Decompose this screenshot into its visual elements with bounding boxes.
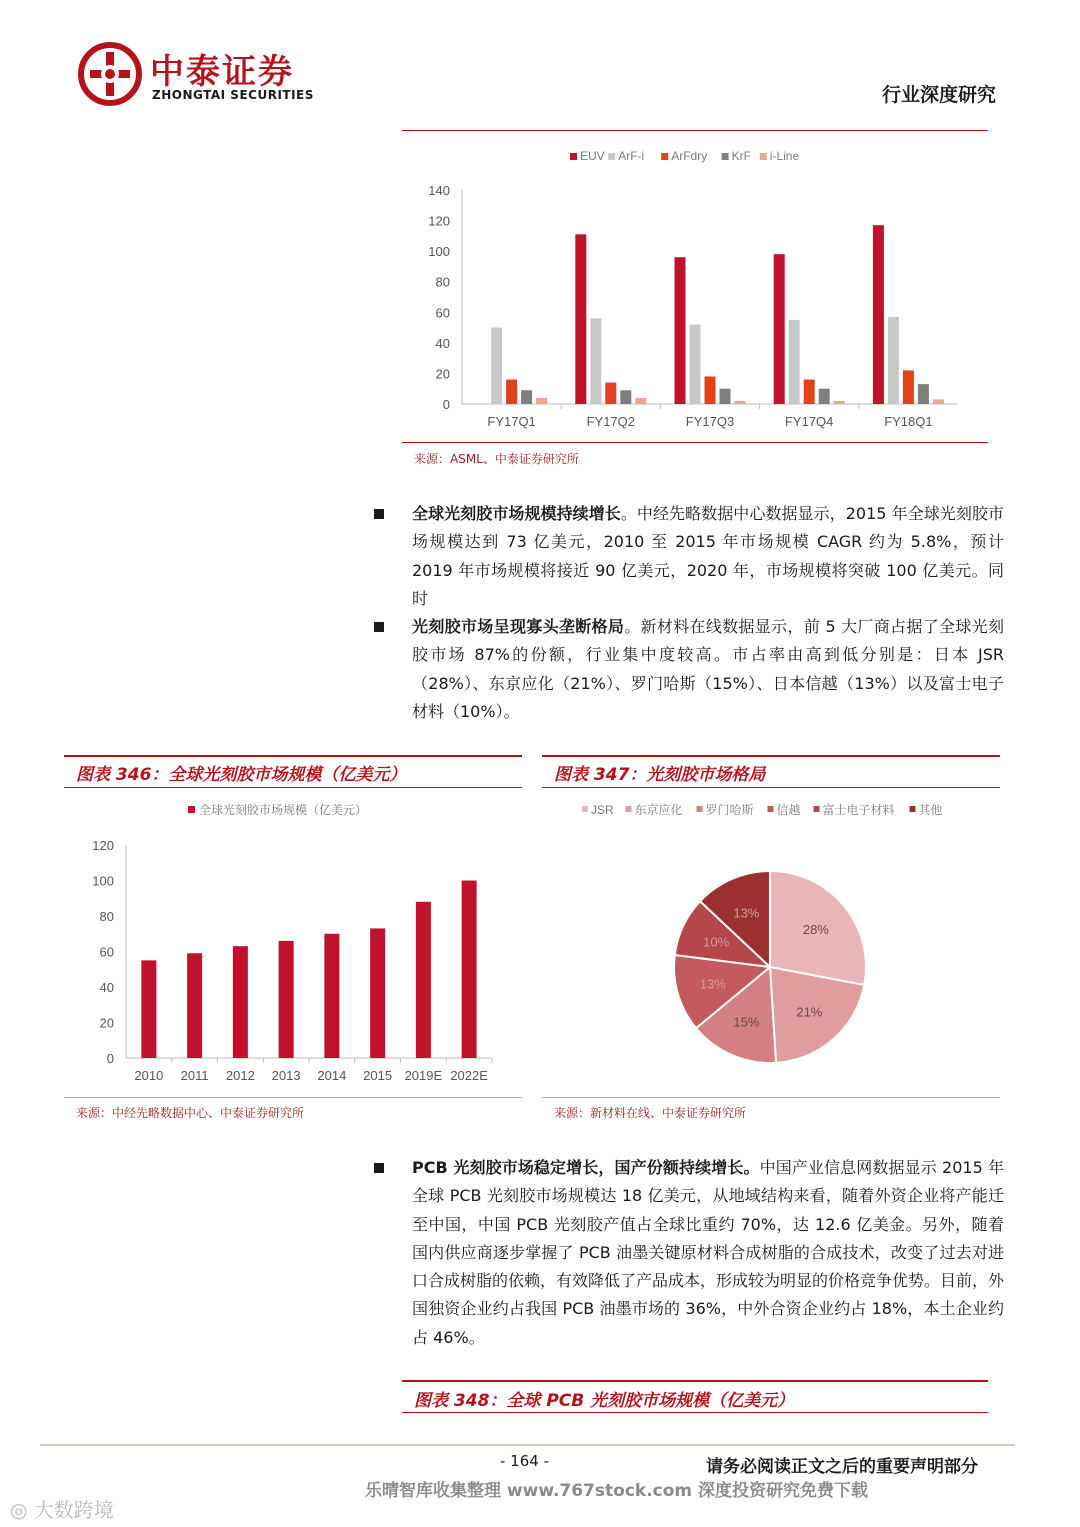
y-tick-label: 20 (99, 1015, 114, 1031)
legend-label-5: 其他 (918, 803, 943, 817)
fig348-title: 图表 348：全球 PCB 光刻胶市场规模（亿美元） (414, 1391, 795, 1411)
bar-2014 (324, 934, 339, 1058)
y-tick-label: 60 (435, 305, 450, 321)
bar-2010 (141, 960, 156, 1058)
fig347-title: 图表 347：光刻胶市场格局 (554, 765, 766, 785)
bar-EUV-FY17Q3 (675, 257, 686, 404)
bar-ArFdry-FY18Q1 (903, 370, 914, 404)
bar-ArFdry-FY17Q2 (605, 383, 616, 404)
bullet-square-icon (374, 509, 384, 519)
watermark-logo-icon: ◎ (10, 1498, 28, 1522)
top-chart-bottom-rule (402, 442, 988, 443)
x-tick-label: FY17Q1 (487, 414, 536, 429)
bar-2011 (187, 953, 202, 1058)
y-tick-label: 80 (99, 909, 114, 924)
bar-EUV-FY17Q4 (774, 254, 785, 404)
legend-label-0: JSR (591, 803, 614, 817)
y-tick-label: 100 (428, 244, 450, 260)
report-type: 行业深度研究 (881, 84, 996, 106)
bullet-lead: 全球光刻胶市场规模持续增长 (412, 504, 621, 523)
fig347-top-rule (542, 755, 1000, 757)
pie-label-东京应化: 21% (796, 1004, 823, 1020)
x-tick-label: 2019E (404, 1068, 443, 1083)
bar-i-Line-FY17Q1 (536, 398, 547, 404)
bar-ArF-i-FY17Q3 (690, 325, 701, 404)
x-tick-label: 2012 (225, 1068, 255, 1083)
y-tick-label: 40 (99, 980, 114, 995)
brand-name-en: ZHONGTAI SECURITIES (152, 88, 314, 102)
bar-ArFdry-FY17Q1 (506, 380, 517, 404)
fig347-bottom-rule (542, 1097, 1000, 1098)
bullet-oligopoly (372, 613, 1004, 726)
pie-label-富士电子材料: 10% (703, 934, 730, 950)
legend-swatch (188, 806, 195, 813)
x-tick-label: 2015 (363, 1068, 393, 1083)
x-tick-label: FY17Q4 (784, 414, 834, 429)
bar-i-Line-FY18Q1 (933, 399, 944, 404)
fig347-chart (542, 792, 1000, 1092)
bar-i-Line-FY17Q3 (735, 401, 746, 404)
y-tick-label: 0 (106, 1051, 114, 1066)
fig347-title-rule (542, 787, 1000, 788)
fig346-top-rule (64, 755, 522, 757)
legend-label-4: i-Line (769, 149, 800, 163)
x-tick-label: 2014 (317, 1068, 347, 1083)
bar-KrF-FY18Q1 (918, 384, 929, 404)
legend-label-3: 信越 (776, 803, 801, 817)
y-tick-label: 140 (428, 183, 450, 198)
pie-label-罗门哈斯: 15% (733, 1014, 760, 1030)
footer-disclaimer: 请务必阅读正文之后的重要声明部分 (706, 1457, 978, 1477)
watermark-brand-text: 大数跨境 (33, 1498, 114, 1522)
y-tick-label: 100 (92, 873, 114, 889)
bar-ArF-i-FY17Q2 (590, 318, 601, 404)
bullet-market-growth (372, 500, 1004, 613)
page-number: - 164 - (500, 1452, 549, 1470)
x-tick-label: 2022E (450, 1068, 488, 1083)
bullet-pcb (372, 1154, 1004, 1352)
y-tick-label: 20 (435, 366, 450, 382)
fig348-title-rule (402, 1412, 988, 1413)
bullet-square-icon (374, 1163, 384, 1173)
y-tick-label: 0 (442, 397, 450, 412)
legend-label-4: 富士电子材料 (822, 803, 895, 817)
x-tick-label: FY17Q2 (586, 414, 636, 429)
bar-KrF-FY17Q4 (819, 389, 830, 404)
bar-KrF-FY17Q3 (720, 389, 731, 404)
legend-label-1: ArF-i (618, 149, 645, 163)
bullet-lead: 光刻胶市场呈现寡头垄断格局 (412, 617, 625, 637)
pie-label-JSR: 28% (802, 922, 829, 938)
y-tick-label: 120 (428, 213, 450, 229)
fig346-title: 图表 346：全球光刻胶市场规模（亿美元） (76, 765, 407, 785)
x-tick-label: 2010 (134, 1068, 164, 1083)
legend-swatch-1 (626, 806, 632, 812)
bar-EUV-FY17Q2 (575, 234, 586, 404)
legend-swatch-2 (697, 806, 703, 812)
watermark-brand (10, 1494, 114, 1523)
bar-2012 (233, 946, 248, 1058)
bar-ArFdry-FY17Q3 (705, 376, 716, 404)
footer-rule (40, 1444, 1015, 1446)
legend-swatch-3 (722, 153, 729, 160)
bullet-text: 。新材料在线数据显示，前 5 大厂商占据了全球光刻胶市场 87%的份额，行业集中度较高。市占率由高到低分别是：日本 JSR（28%）、东京应化（21%）、罗门哈斯（15%）、日本信越（13%）以及富士电子材料（10%）。 (412, 617, 1004, 722)
bar-i-Line-FY17Q2 (635, 398, 646, 404)
bar-2013 (279, 941, 294, 1058)
legend-swatch-3 (768, 806, 774, 812)
brand-name-cn: 中泰证券 (150, 52, 294, 92)
legend-label-2: ArFdry (671, 149, 708, 163)
fig346-chart (64, 792, 522, 1092)
legend-swatch-2 (661, 153, 668, 160)
legend-swatch-0 (570, 153, 577, 160)
x-tick-label: 2013 (271, 1068, 301, 1083)
legend-swatch-0 (582, 806, 588, 812)
bullet-lead: PCB 光刻胶市场稳定增长，国产份额持续增长。 (412, 1158, 760, 1177)
top-chart-source: 来源：ASML、中泰证券研究所 (414, 452, 579, 466)
bar-2022E (462, 881, 477, 1059)
bar-ArF-i-FY17Q4 (789, 320, 800, 404)
fig347-source: 来源：新材料在线、中泰证券研究所 (554, 1106, 747, 1120)
pie-label-信越: 13% (699, 976, 726, 992)
fig346-title-rule (64, 787, 522, 788)
bullet-list-1 (372, 500, 1004, 726)
top-chart-top-rule (402, 130, 988, 131)
fig346-source: 来源：中经先略数据中心、中泰证券研究所 (76, 1106, 305, 1120)
bullet-square-icon (374, 622, 384, 632)
bar-ArFdry-FY17Q4 (804, 380, 815, 404)
fig348-top-rule (402, 1380, 988, 1382)
y-tick-label: 80 (435, 274, 450, 290)
legend-swatch-4 (814, 806, 820, 812)
legend-label-0: EUV (580, 149, 605, 163)
legend-label-1: 东京应化 (634, 803, 683, 817)
legend-swatch-5 (910, 806, 916, 812)
bar-EUV-FY18Q1 (873, 225, 884, 404)
bullet-text: 。中经先略数据中心数据显示，2015 年全球光刻胶市场规模达到 73 亿美元，2010 至 2015 年市场规模 CAGR 约为 5.8%，预计 2019 年市场规模将接近 90 亿美元，2020 年，市场规模将突破 100 亿美元。同时 (412, 504, 1004, 608)
bullet-text: 中国产业信息网数据显示 2015 年全球 PCB 光刻胶市场规模达 18 亿美元，从地域结构来看，随着外资企业将产能迁至中国，中国 PCB 光刻胶产值占全球比重约 70%，达 12.6 亿美金。另外，随着国内供应商逐步掌握了 PCB 油墨关键原材料合成树脂的合成技术，改变了过去对进口合成树脂的依赖，有效降低了产品成本，形成较为明显的价格竞争优势。目前，外国独资企业约占我国 PCB 油墨市场的 36%，中外合资企业约占 18%，本土企业约占 46%。 (412, 1158, 1005, 1347)
company-logo-icon (78, 42, 142, 106)
y-tick-label: 60 (99, 944, 114, 960)
legend-swatch-1 (608, 153, 615, 160)
y-tick-label: 40 (435, 335, 450, 351)
bar-ArF-i-FY18Q1 (888, 317, 899, 404)
x-tick-label: 2011 (180, 1068, 209, 1083)
top-chart (402, 140, 988, 440)
bar-i-Line-FY17Q4 (834, 401, 845, 404)
fig346-bottom-rule (64, 1097, 522, 1098)
bar-2019E (416, 902, 431, 1058)
pie-label-其他: 13% (733, 905, 760, 921)
legend-label-2: 罗门哈斯 (705, 803, 754, 817)
legend-label-3: KrF (731, 149, 751, 163)
bar-ArF-i-FY17Q1 (491, 328, 502, 404)
bullet-list-2 (372, 1154, 1004, 1352)
y-tick-label: 120 (92, 838, 114, 853)
legend-swatch-4 (760, 153, 767, 160)
watermark-line: 乐晴智库收集整理 www.767stock.com 深度投资研究免费下载 (365, 1481, 869, 1501)
legend-label: 全球光刻胶市场规模（亿美元） (199, 803, 368, 817)
x-tick-label: FY17Q3 (685, 414, 735, 429)
x-tick-label: FY18Q1 (884, 414, 933, 429)
bar-KrF-FY17Q1 (521, 390, 532, 404)
bar-2015 (370, 928, 385, 1058)
bar-KrF-FY17Q2 (620, 390, 631, 404)
